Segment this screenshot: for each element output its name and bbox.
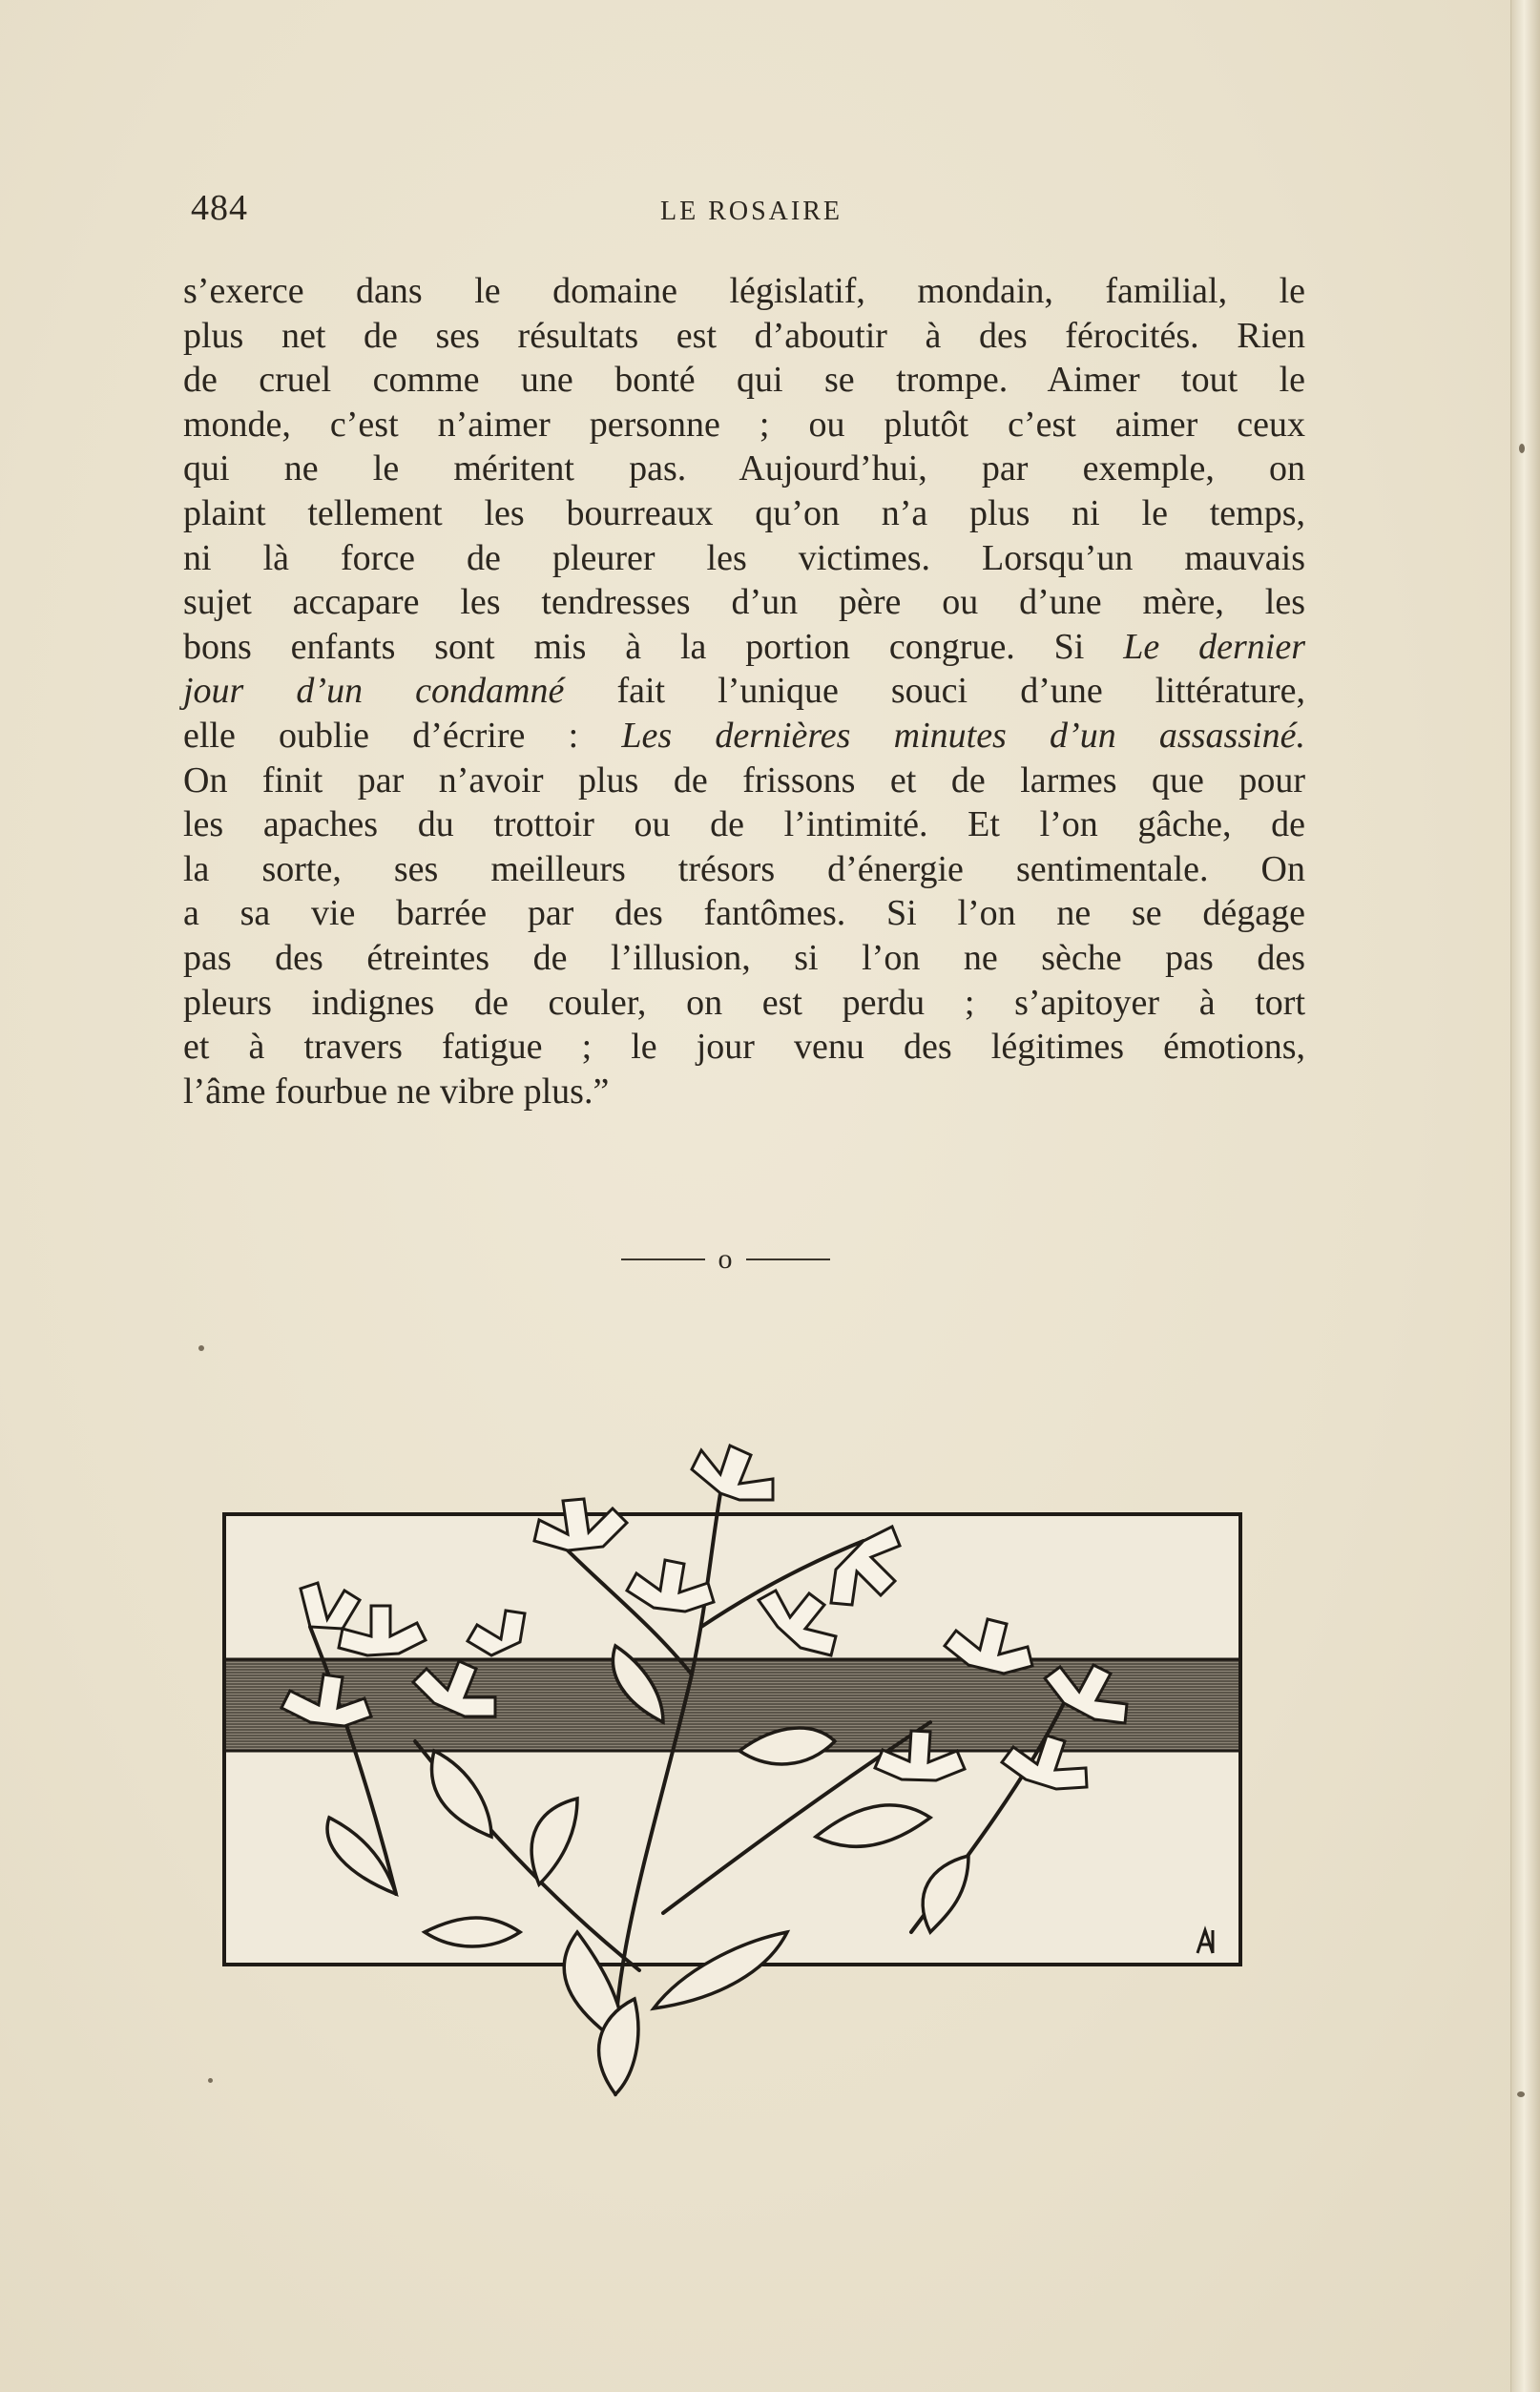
text-run: pas des étreintes de l’illusion, si l’on ne sèche pas des	[183, 937, 1305, 978]
text-line	[183, 491, 1305, 536]
paper-speck	[208, 2078, 213, 2083]
text-line	[183, 269, 1305, 314]
text-run: On finit par n’avoir plus de frissons et de larmes que pour	[183, 759, 1305, 801]
paper-speck	[1517, 2091, 1525, 2097]
text-line	[183, 981, 1305, 1026]
text-run: fait l’unique souci d’une littérature,	[564, 671, 1305, 712]
body-text	[183, 269, 1305, 1113]
paper-speck	[198, 1345, 204, 1351]
text-line	[183, 314, 1305, 359]
text-line	[183, 580, 1305, 625]
page-header	[191, 187, 1312, 235]
text-line	[183, 447, 1305, 491]
separator-rule-left	[621, 1258, 705, 1260]
paper-speck	[1519, 444, 1525, 453]
text-run: plus net de ses résultats est d’aboutir à des férocités. Rien	[183, 315, 1305, 356]
italic-title: jour d’un condamné	[183, 671, 565, 712]
text-run: elle oublie d’écrire :	[183, 715, 622, 756]
text-run: s’exerce dans le domaine législatif, mondain, familial, le	[183, 271, 1305, 311]
text-run: monde, c’est n’aimer personne ; ou plutôt c’est aimer ceux	[183, 404, 1305, 445]
text-line	[183, 936, 1305, 981]
text-run: qui ne le méritent pas. Aujourd’hui, par exemple, on	[183, 448, 1305, 489]
text-line	[183, 759, 1305, 803]
italic-title: Le dernier	[1123, 626, 1305, 667]
separator-mark: o	[718, 1243, 733, 1275]
text-line	[183, 1070, 1305, 1114]
text-line	[183, 536, 1305, 581]
text-run: la sorte, ses meilleurs trésors d’énergie sentimentale. On	[183, 848, 1305, 889]
text-line	[183, 358, 1305, 403]
text-run: l’âme fourbue ne vibre plus.”	[183, 1071, 610, 1112]
text-line	[183, 891, 1305, 936]
text-line	[183, 847, 1305, 892]
text-run: bons enfants sont mis à la portion congrue. Si	[183, 626, 1124, 667]
text-run: a sa vie barrée par des fantômes. Si l’on ne se dégage	[183, 893, 1305, 934]
text-line	[183, 714, 1305, 759]
text-run: pleurs indignes de couler, on est perdu ; s’apitoyer à tort	[183, 982, 1305, 1023]
text-line	[183, 403, 1305, 447]
separator-rule-right	[746, 1258, 830, 1260]
text-run: plaint tellement les bourreaux qu’on n’a plus ni le temps,	[183, 492, 1305, 533]
vignette-frame	[224, 1514, 1240, 1965]
page-number: 484	[191, 188, 248, 228]
text-line	[183, 669, 1305, 714]
text-run: sujet accapare les tendresses d’un père ou d’une mère, les	[183, 582, 1305, 623]
page-edge	[1510, 0, 1540, 2392]
text-run: et à travers fatigue ; le jour venu des légitimes émotions,	[183, 1027, 1305, 1068]
text-line	[183, 1025, 1305, 1070]
text-run: les apaches du trottoir ou de l’intimité. Et l’on gâche, de	[183, 804, 1305, 845]
text-line	[183, 625, 1305, 670]
text-line	[183, 802, 1305, 847]
italic-title: Les dernières minutes d’un assassiné.	[621, 715, 1305, 756]
text-run: ni là force de pleurer les victimes. Lorsqu’un mauvais	[183, 537, 1305, 578]
text-run: de cruel comme une bonté qui se trompe. Aimer tout le	[183, 360, 1305, 401]
running-head: LE ROSAIRE	[660, 197, 843, 226]
floral-vignette	[205, 1436, 1255, 2123]
section-separator	[611, 1240, 840, 1279]
